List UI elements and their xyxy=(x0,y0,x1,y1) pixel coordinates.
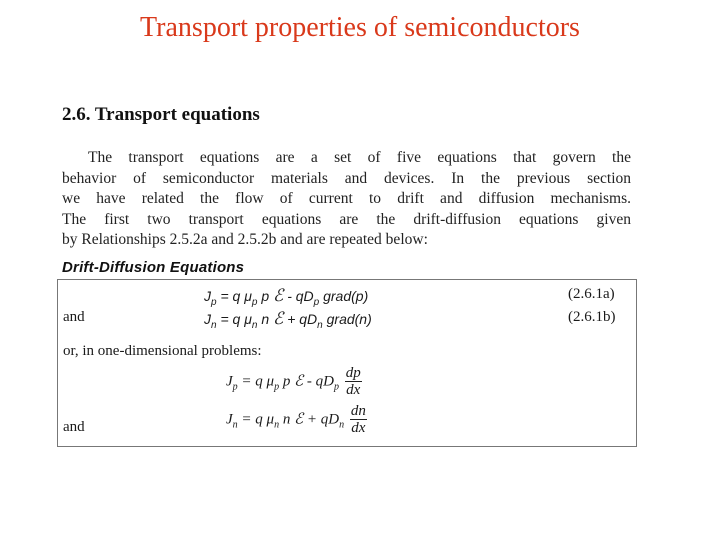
eq-lhs-sub: p xyxy=(232,381,238,393)
eq-lhs: J xyxy=(204,311,211,327)
electric-field-symbol: ℰ xyxy=(273,286,284,305)
and-label: and xyxy=(63,419,85,435)
equation-jn-grad xyxy=(204,309,372,331)
eq-lhs-sub: p xyxy=(211,296,217,308)
equations-heading: Drift-Diffusion Equations xyxy=(62,259,245,276)
equation-jn-1d xyxy=(226,404,367,436)
fraction-denominator: dx xyxy=(351,420,366,436)
derivative-fraction xyxy=(350,404,367,436)
equation-jp-grad xyxy=(204,286,368,308)
eq-sub: p xyxy=(334,381,339,393)
body-line: by Relationships 2.5.2a and 2.5.2b and are repeated below: xyxy=(62,231,428,248)
eq-sub: n xyxy=(339,419,345,431)
eq-term: grad(n) xyxy=(326,311,372,327)
derivative-fraction xyxy=(345,366,362,398)
one-dimensional-label: or, in one-dimensional problems: xyxy=(63,343,262,359)
body-line: we have related the flow of current to drift and diffusion mechanisms. xyxy=(62,190,631,207)
eq-term: n xyxy=(282,411,291,428)
body-line: The transport equations are a set of five equations that govern the xyxy=(88,149,631,166)
eq-term: + qD xyxy=(306,411,340,428)
eq-sub: p xyxy=(313,296,320,308)
electric-field-symbol: ℰ xyxy=(273,309,284,328)
body-line: behavior of semiconductor materials and devices. In the previous section xyxy=(62,169,631,187)
eq-term: - qD xyxy=(287,288,314,304)
eq-sub: n xyxy=(251,319,258,331)
eq-sub: p xyxy=(274,381,280,393)
eq-term: = q μ xyxy=(220,311,252,327)
section-heading: 2.6. Transport equations xyxy=(62,104,260,125)
equation-number: (2.6.1a) xyxy=(568,286,615,302)
slide-title: Transport properties of semiconductors xyxy=(140,12,580,43)
equations-box xyxy=(57,279,637,447)
eq-term: p xyxy=(282,373,291,390)
eq-sub: n xyxy=(274,419,280,431)
eq-term: + qD xyxy=(287,311,318,327)
eq-term: = q μ xyxy=(220,288,252,304)
fraction-numerator: dn xyxy=(350,403,366,419)
body-line: The first two transport equations are the drift-diffusion equations given xyxy=(62,210,631,228)
eq-term: - qD xyxy=(306,373,334,390)
eq-lhs: J xyxy=(204,288,211,304)
electric-field-symbol: ℰ xyxy=(294,411,304,428)
eq-lhs-sub: n xyxy=(211,319,217,331)
eq-sub: p xyxy=(251,296,258,308)
and-label: and xyxy=(63,309,85,325)
equation-jp-1d xyxy=(226,366,362,398)
equation-number: (2.6.1b) xyxy=(568,309,616,325)
eq-term: grad(p) xyxy=(323,288,369,304)
eq-lhs: J xyxy=(226,373,233,390)
fraction-numerator: dp xyxy=(345,365,361,381)
eq-term: = q μ xyxy=(241,373,275,390)
eq-term: p xyxy=(261,288,270,304)
eq-sub: n xyxy=(317,319,323,331)
electric-field-symbol: ℰ xyxy=(294,373,304,390)
body-paragraph xyxy=(62,148,631,251)
eq-lhs-sub: n xyxy=(232,419,238,431)
fraction-denominator: dx xyxy=(346,382,361,398)
eq-lhs: J xyxy=(226,411,233,428)
eq-term: n xyxy=(261,311,270,327)
eq-term: = q μ xyxy=(241,411,275,428)
